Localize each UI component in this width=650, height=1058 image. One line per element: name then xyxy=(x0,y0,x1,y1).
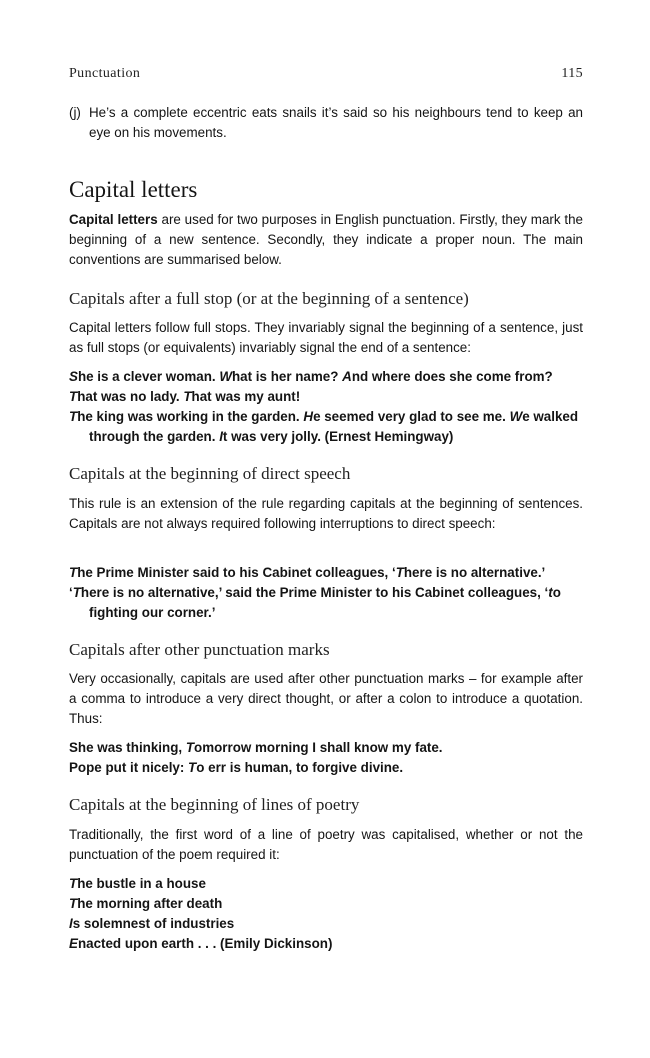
poem-line: The bustle in a house xyxy=(69,876,206,891)
example-line: She is a clever woman. What is her name? And where does she come from? xyxy=(69,369,553,384)
section-body-full-stop: Capital letters follow full stops. They invariably signal the beginning of a sentence, just as full stops (or equivalents) invariably signal the end of a sentence: xyxy=(69,320,583,355)
running-head xyxy=(69,66,583,84)
example-line: Pope put it nicely: To err is human, to forgive divine. xyxy=(69,760,404,775)
exercise-item-j xyxy=(69,103,583,143)
section-body-other-punctuation: Very occasionally, capitals are used after other punctuation marks – for example after a comma to introduce a very direct thought, or after a colon to introduce a quotation. Thus: xyxy=(69,671,583,726)
example-line: The king was working in the garden. He seemed very glad to see me. We walked through the garden. It was very jolly. (Ernest Hemingway) xyxy=(69,409,579,444)
examples-full-stop xyxy=(69,367,583,447)
example-line: ‘There is no alternative,’ said the Prime Minister to his Cabinet colleagues, ‘to fighting our corner.’ xyxy=(69,585,561,620)
examples-other-punctuation xyxy=(69,738,583,778)
poem-line: Enacted upon earth . . . (Emily Dickinson) xyxy=(69,936,333,951)
example-line: That was no lady. That was my aunt! xyxy=(69,389,301,404)
chapter-title: Capital letters xyxy=(69,177,198,202)
intro-rest: are used for two purposes in English punctuation. Firstly, they mark the beginning of a new sentence. Secondly, they indicate a proper noun. The main conventions are summarised below. xyxy=(69,212,583,267)
example-line: She was thinking, Tomorrow morning I shall know my fate. xyxy=(69,740,443,755)
section-heading-poetry: Capitals at the beginning of lines of poetry xyxy=(69,795,360,814)
section-heading-direct-speech: Capitals at the beginning of direct speech xyxy=(69,464,351,483)
examples-poetry xyxy=(69,874,583,954)
item-label: (j) xyxy=(69,105,81,120)
poem-line: The morning after death xyxy=(69,896,223,911)
section-heading-full-stop: Capitals after a full stop (or at the beginning of a sentence) xyxy=(69,289,469,308)
intro-paragraph xyxy=(69,210,583,270)
item-text: He’s a complete eccentric eats snails it’s said so his neighbours tend to keep an eye on his movements. xyxy=(89,105,583,140)
poem-line: Is solemnest of industries xyxy=(69,916,235,931)
examples-direct-speech xyxy=(69,563,583,623)
intro-bold-term: Capital letters xyxy=(69,212,158,227)
section-body-direct-speech: This rule is an extension of the rule regarding capitals at the beginning of sentences. Capitals are not always required following interruptions to direct speech: xyxy=(69,496,583,531)
example-line: The Prime Minister said to his Cabinet colleagues, ‘There is no alternative.’ xyxy=(69,565,546,580)
page-number: 115 xyxy=(561,66,583,81)
section-heading-other-punctuation: Capitals after other punctuation marks xyxy=(69,640,330,659)
section-title: Punctuation xyxy=(69,66,141,81)
section-body-poetry: Traditionally, the first word of a line of poetry was capitalised, whether or not the punctuation of the poem required it: xyxy=(69,827,583,862)
